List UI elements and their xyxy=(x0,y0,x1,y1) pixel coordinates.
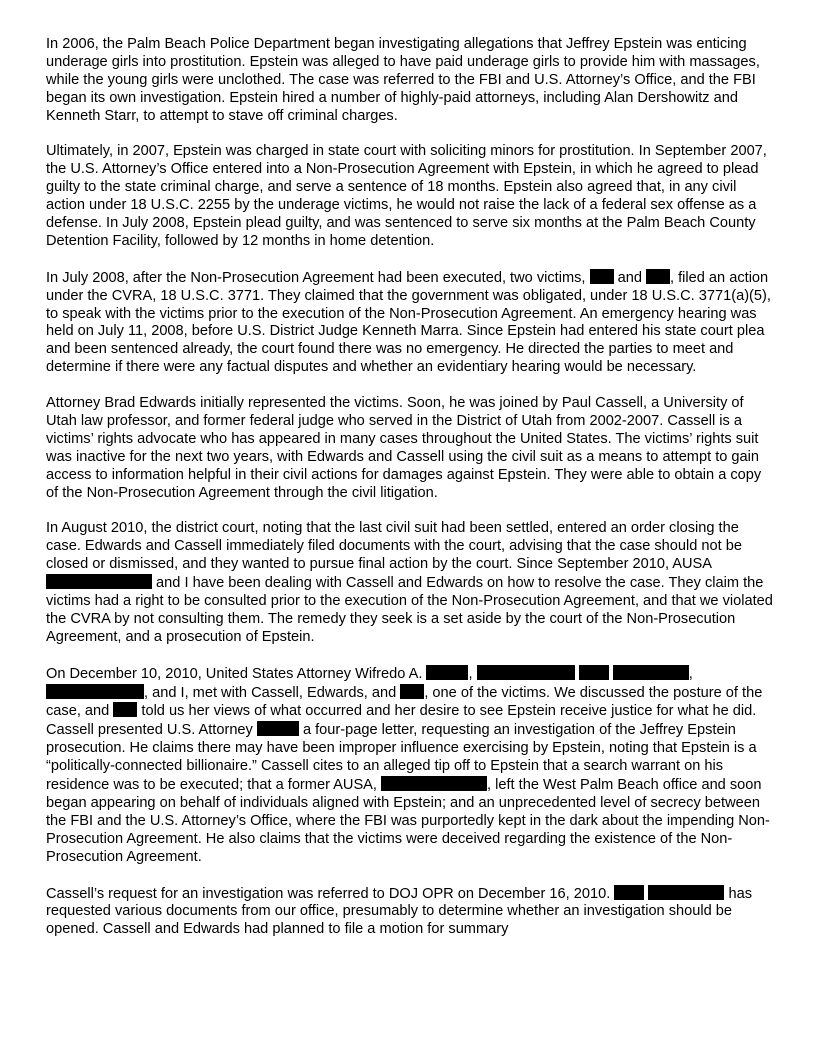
redaction-block xyxy=(113,702,137,717)
paragraph-6-text: a four-page letter, requesting an investigation of the Jeffrey Epstein prosecution. He claims there may have been improper influence exercising by Epstein, noting that Epstein is a “politically-connected billionaire.” Cassell cites to an alleged tip off to Epstein that a search warrant on his residence was to be executed; that a former AUSA, xyxy=(46,722,757,794)
paragraph-3-text: In July 2008, after the Non-Prosecution Agreement had been executed, two victims, xyxy=(46,269,590,286)
redaction-block xyxy=(381,776,487,791)
redaction-block xyxy=(646,269,670,284)
paragraph-1: In 2006, the Palm Beach Police Department began investigating allegations that Jeffrey Epstein was enticing underage girls into prostitution. Epstein was alleged to have paid underage girls to provide him with massages, while the young girls were unclothed. The case was referred to the FBI and U.S. Attorney’s Office, and the FBI began its own investigation. Epstein hired a number of highly-paid attorneys, including Alan Dershowitz and Kenneth Starr, to attempt to stave off criminal charges. xyxy=(46,36,760,124)
paragraph-3-text: , filed an action under the CVRA, 18 U.S.C. 3771. They claimed that the government was obligated, under 18 U.S.C. 3771(a)(5), to speak with the victims prior to the execution of the Non-Prosecution Agreement. An emergency hearing was held on July 11, 2008, before U.S. District Judge Kenneth Marra. Since Epstein had entered his state court plea and been sentenced already, the court found there was no emergency. He directed the parties to meet and determine if there were any factual disputes and whether an evidentiary hearing would be necessary. xyxy=(46,269,771,376)
redaction-block xyxy=(46,574,152,589)
paragraph-3-text: and xyxy=(613,269,646,286)
paragraph-6-text: , left the West Palm Beach office and soon began appearing on behalf of individuals aligned with Epstein; and an unprecedented level of secrecy between the FBI and the U.S. Attorney’s Office, where the FBI was purportedly kept in the dark about the impending Non-Prosecution Agreement. He also claims that the victims were deceived regarding the existence of the Non-Prosecution Agreement. xyxy=(46,777,770,865)
redaction-block xyxy=(477,665,575,680)
paragraph-6-text: , xyxy=(468,665,477,682)
redaction-block xyxy=(590,269,614,284)
redaction-block xyxy=(426,665,468,680)
redaction-block xyxy=(46,684,144,699)
paragraph-6-text: , xyxy=(688,665,693,682)
paragraph-5-text: and I have been dealing with Cassell and Edwards on how to resolve the case. They claim the victims had a right to be consulted prior to the execution of the Non-Prosecution Agreement, and that we violated the CVRA by not consulting them. The remedy they seek is a set aside by the court of the Non-Prosecution Agreement, and a prosecution of Epstein. xyxy=(46,575,773,645)
redaction-block xyxy=(613,665,689,680)
paragraph-4: Attorney Brad Edwards initially represented the victims. Soon, he was joined by Paul Cassell, a University of Utah law professor, and former federal judge who served in the District of Utah from 2002-2007. Cassell is a victims’ rights advocate who has appeared in many cases throughout the United States. The victims’ rights suit was inactive for the next two years, with Edwards and Cassell using the civil suit as a means to attempt to gain access to information helpful in their civil actions for damages against Epstein. They were able to obtain a copy of the Non-Prosecution Agreement through the civil litigation. xyxy=(46,395,762,501)
paragraph-3 xyxy=(46,269,774,377)
paragraph-6 xyxy=(46,665,774,867)
redaction-block xyxy=(614,885,644,900)
redaction-block xyxy=(400,684,424,699)
paragraph-6-text: , one of the victims. We discussed the posture of the case, and xyxy=(46,684,763,720)
paragraph-5 xyxy=(46,520,774,646)
paragraph-6-text: On December 10, 2010, United States Attorney Wifredo A. xyxy=(46,665,427,682)
document-page xyxy=(46,36,774,957)
paragraph-2: Ultimately, in 2007, Epstein was charged in state court with soliciting minors for prostitution. In September 2007, the U.S. Attorney’s Office entered into a Non-Prosecution Agreement with Epstein, in which he agreed to plead guilty to the state criminal charge, and serve a sentence of 18 months. Epstein also agreed that, in any civil action under 18 U.S.C. 2255 by the underage victims, he would not raise the lack of a federal sex offense as a defense. In July 2008, Epstein plead guilty, and was sentenced to serve six months at the Palm Beach County Detention Facility, followed by 12 months in home detention. xyxy=(46,143,767,249)
redaction-block xyxy=(648,885,724,900)
redaction-block xyxy=(579,665,609,680)
paragraph-5-text: In August 2010, the district court, noting that the last civil suit had been settled, entered an order closing the case. Edwards and Cassell immediately filed documents with the court, advising that the case should not be closed or dismissed, and they wanted to pursue final action by the court. Since September 2010, AUSA xyxy=(46,520,743,573)
paragraph-6-text: told us her views of what occurred and her desire to see Epstein receive justice for what he did. Cassell presented U.S. Attorney xyxy=(46,703,757,739)
redaction-block xyxy=(257,721,299,736)
paragraph-7-text: has requested various documents from our office, presumably to determine whether an investigation should be opened. Cassell and Edwards had planned to file a motion for summary xyxy=(46,885,753,938)
paragraph-6-text: , and I, met with Cassell, Edwards, and xyxy=(144,684,401,701)
paragraph-7-text: Cassell’s request for an investigation was referred to DOJ OPR on December 16, 2010. xyxy=(46,885,615,902)
paragraph-7 xyxy=(46,885,774,940)
